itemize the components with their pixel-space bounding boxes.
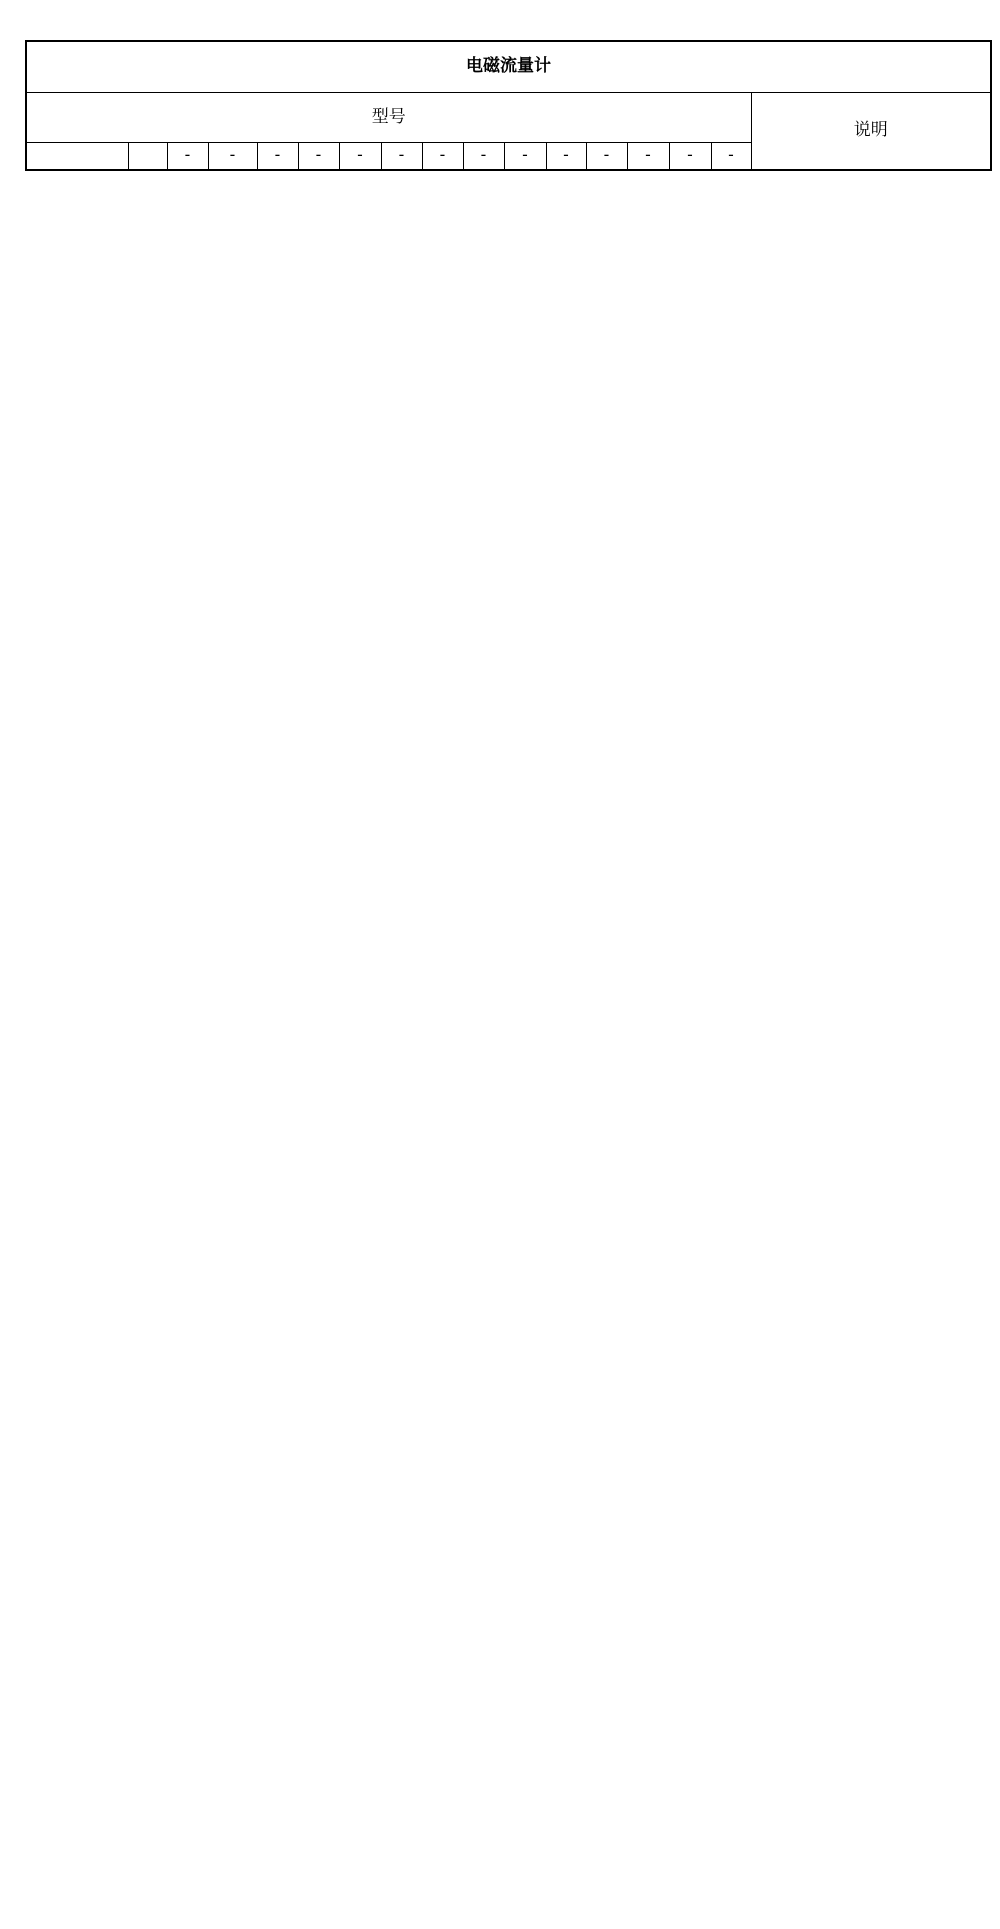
empty-cell [128,142,167,170]
dash-cell: - [339,142,381,170]
model-header-row [26,92,991,142]
dash-cell: - [546,142,586,170]
dash-cell: - [422,142,463,170]
dash-cell: - [504,142,546,170]
title-row [26,41,991,92]
page-title: 电磁流量计 [26,41,991,92]
model-selection-sheet [25,40,992,171]
dash-cell: - [586,142,627,170]
dash-cell: - [711,142,751,170]
description-column-header: 说明 [751,92,991,170]
dash-cell: - [627,142,669,170]
dash-cell: - [257,142,298,170]
dash-cell: - [463,142,504,170]
dash-cell: - [298,142,339,170]
dash-cell: - [381,142,422,170]
dash-cell: - [669,142,711,170]
model-selection-table [25,40,992,171]
empty-cell [26,142,128,170]
model-column-header: 型号 [26,92,751,142]
dash-cell: - [208,142,257,170]
dash-cell: - [167,142,208,170]
